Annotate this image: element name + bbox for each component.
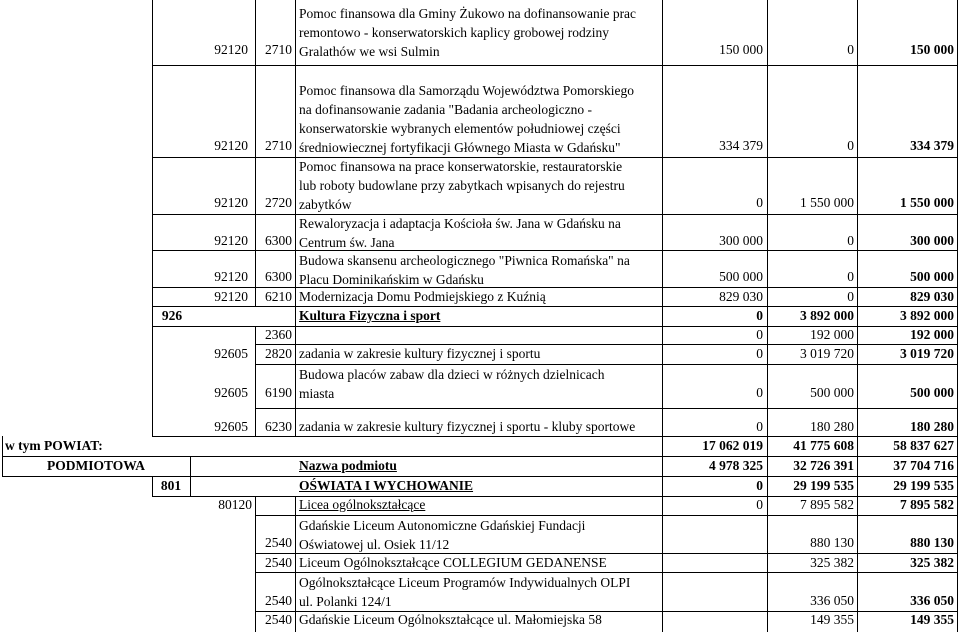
rozdzial-cell: 92605: [214, 419, 248, 434]
grid-line: [957, 0, 958, 632]
value-cell-1: 500 000: [719, 269, 763, 284]
paragraf-cell: 2820: [265, 346, 292, 361]
value-cell-1: 4 978 325: [709, 458, 763, 473]
description-cell: [299, 573, 630, 611]
value-cell-total: 880 130: [910, 535, 954, 550]
podmiotowa-label: PODMIOTOWA: [46, 458, 145, 473]
value-cell-1: 334 379: [719, 138, 763, 153]
description-cell: Liceum Ogólnokształcące COLLEGIUM GEDANENSE: [299, 555, 607, 570]
value-cell-2: 880 130: [810, 535, 854, 550]
description-line: Gdańskie Liceum Autonomiczne Gdańskiej Fundacji: [299, 518, 586, 533]
dzial-cell: 926: [161, 308, 183, 323]
value-cell-2: 0: [847, 138, 854, 153]
paragraf-cell: 2540: [265, 612, 292, 627]
description-cell: [299, 516, 585, 554]
value-cell-2: 180 280: [810, 419, 854, 434]
grid-line: [2, 476, 958, 477]
description-cell: Modernizacja Domu Podmiejskiego z Kuźnią: [299, 289, 546, 304]
value-cell-1: 17 062 019: [702, 438, 763, 453]
value-cell-1: 0: [756, 478, 763, 493]
rozdzial-cell: 92120: [214, 42, 248, 57]
value-cell-total: 37 704 716: [893, 458, 954, 473]
description-line: Pomoc finansowa dla Gminy Żukowo na dofinansowanie prac: [299, 6, 637, 21]
description-line: Pomoc finansowa dla Samorządu Województwa Pomorskiego: [299, 83, 634, 98]
rozdzial-cell: 92605: [214, 346, 248, 361]
paragraf-cell: 6300: [265, 233, 292, 248]
grid-line: [255, 408, 958, 409]
value-cell-1: 150 000: [719, 42, 763, 57]
dzial-cell: 801: [160, 478, 182, 493]
value-cell-2: 325 382: [810, 555, 854, 570]
grid-line: [255, 344, 958, 345]
description-line: średniowiecznej fortyfikacji Głównego Miasta w Gdańsku": [299, 140, 621, 155]
paragraf-cell: 2720: [265, 195, 292, 210]
description-line: ul. Polanki 124/1: [299, 594, 392, 609]
value-cell-1: 0: [756, 385, 763, 400]
grid-line: [152, 306, 958, 307]
description-cell: [299, 157, 625, 214]
paragraf-cell: 6190: [265, 385, 292, 400]
description-cell: [299, 214, 621, 252]
description-cell: Kultura Fizyczna i sport: [299, 308, 441, 323]
description-cell: Gdańskie Liceum Ogólnokształcące ul. Małomiejska 58: [299, 612, 602, 627]
paragraf-cell: 6210: [265, 289, 292, 304]
rozdzial-cell: 92120: [214, 269, 248, 284]
paragraf-cell: 2540: [265, 593, 292, 608]
value-cell-1: 0: [756, 195, 763, 210]
description-line: Placu Dominikańskim w Gdańsku: [299, 272, 484, 287]
description-line: konserwatorskie wybranych elementów południowej części: [299, 121, 621, 136]
value-cell-total: 180 280: [910, 419, 954, 434]
value-cell-total: 500 000: [910, 269, 954, 284]
description-line: remontowo - konserwatorskich kaplicy grobowej rodziny: [299, 25, 610, 40]
description-cell: [299, 4, 636, 61]
description-line: Budowa skansenu archeologicznego "Piwnica Romańska" na: [299, 253, 630, 268]
description-line: na dofinansowanie zadania "Badania archeologiczno -: [299, 102, 593, 117]
value-cell-2: 0: [847, 42, 854, 57]
paragraf-cell: 6300: [265, 269, 292, 284]
value-cell-1: 0: [756, 346, 763, 361]
rozdzial-cell: 80120: [218, 497, 252, 512]
value-cell-2: 29 199 535: [793, 478, 854, 493]
value-cell-2: 1 550 000: [800, 195, 854, 210]
value-cell-total: 829 030: [910, 289, 954, 304]
value-cell-1: 0: [756, 497, 763, 512]
value-cell-total: 300 000: [910, 233, 954, 248]
description-line: Rewaloryzacja i adaptacja Kościoła św. Jana w Gdańsku na: [299, 216, 621, 231]
value-cell-1: 0: [756, 327, 763, 342]
value-cell-total: 192 000: [910, 327, 954, 342]
description-line: miasta: [299, 386, 335, 401]
value-cell-2: 500 000: [810, 385, 854, 400]
paragraf-cell: 2360: [265, 327, 292, 342]
rozdzial-cell: 92120: [214, 138, 248, 153]
value-cell-2: 7 895 582: [800, 497, 854, 512]
value-cell-total: 149 355: [910, 612, 954, 627]
rozdzial-cell: 92605: [214, 385, 248, 400]
value-cell-1: 829 030: [719, 289, 763, 304]
value-cell-total: 7 895 582: [900, 497, 954, 512]
rozdzial-cell: 92120: [214, 289, 248, 304]
paragraf-cell: 2540: [265, 535, 292, 550]
value-cell-2: 0: [847, 233, 854, 248]
paragraf-cell: 6230: [265, 419, 292, 434]
value-cell-2: 3 019 720: [800, 346, 854, 361]
paragraf-cell: 2710: [265, 42, 292, 57]
value-cell-total: 3 019 720: [900, 346, 954, 361]
value-cell-2: 32 726 391: [793, 458, 854, 473]
grid-line: [152, 65, 958, 66]
value-cell-total: 29 199 535: [893, 478, 954, 493]
description-cell: zadania w zakresie kultury fizycznej i sportu: [299, 346, 541, 361]
value-cell-1: 0: [756, 419, 763, 434]
value-cell-total: 150 000: [910, 42, 954, 57]
rozdzial-cell: 92120: [214, 233, 248, 248]
grid-line: [2, 456, 958, 457]
paragraf-cell: 2710: [265, 138, 292, 153]
description-cell: Nazwa podmiotu: [299, 458, 397, 473]
description-line: lub roboty budowlane przy zabytkach wpisanych do rejestru: [299, 178, 625, 193]
paragraf-cell: 2540: [265, 555, 292, 570]
value-cell-total: 58 837 627: [893, 438, 954, 453]
description-line: zabytków: [299, 197, 352, 212]
description-cell: Licea ogólnokształcące: [299, 497, 426, 512]
value-cell-total: 3 892 000: [900, 308, 954, 323]
rozdzial-cell: 92120: [214, 195, 248, 210]
description-line: Oświatowej ul. Osiek 11/12: [299, 537, 450, 552]
value-cell-1: 0: [756, 308, 763, 323]
description-line: Pomoc finansowa na prace konserwatorskie, restauratorskie: [299, 159, 623, 174]
description-cell: OŚWIATA I WYCHOWANIE: [299, 478, 474, 493]
value-cell-2: 3 892 000: [800, 308, 854, 323]
value-cell-2: 0: [847, 289, 854, 304]
value-cell-2: 149 355: [810, 612, 854, 627]
grid-line: [152, 436, 958, 437]
value-cell-2: 41 775 608: [793, 438, 854, 453]
value-cell-2: 336 050: [810, 593, 854, 608]
description-cell: zadania w zakresie kultury fizycznej i sportu - kluby sportowe: [299, 419, 636, 434]
value-cell-1: 300 000: [719, 233, 763, 248]
powiat-label: w tym POWIAT:: [5, 438, 103, 453]
value-cell-total: 336 050: [910, 593, 954, 608]
description-line: Gralathów we wsi Sulmin: [299, 44, 440, 59]
value-cell-2: 192 000: [810, 327, 854, 342]
description-cell: [299, 81, 634, 157]
description-line: Ogólnokształcące Liceum Programów Indywidualnych OLPI: [299, 575, 631, 590]
description-line: Budowa placów zabaw dla dzieci w różnych dzielnicach: [299, 367, 605, 382]
value-cell-total: 334 379: [910, 138, 954, 153]
description-cell: [299, 251, 630, 289]
value-cell-2: 0: [847, 269, 854, 284]
value-cell-total: 500 000: [910, 385, 954, 400]
description-cell: [299, 365, 605, 403]
value-cell-total: 1 550 000: [900, 195, 954, 210]
description-line: Centrum św. Jana: [299, 235, 395, 250]
value-cell-total: 325 382: [910, 555, 954, 570]
